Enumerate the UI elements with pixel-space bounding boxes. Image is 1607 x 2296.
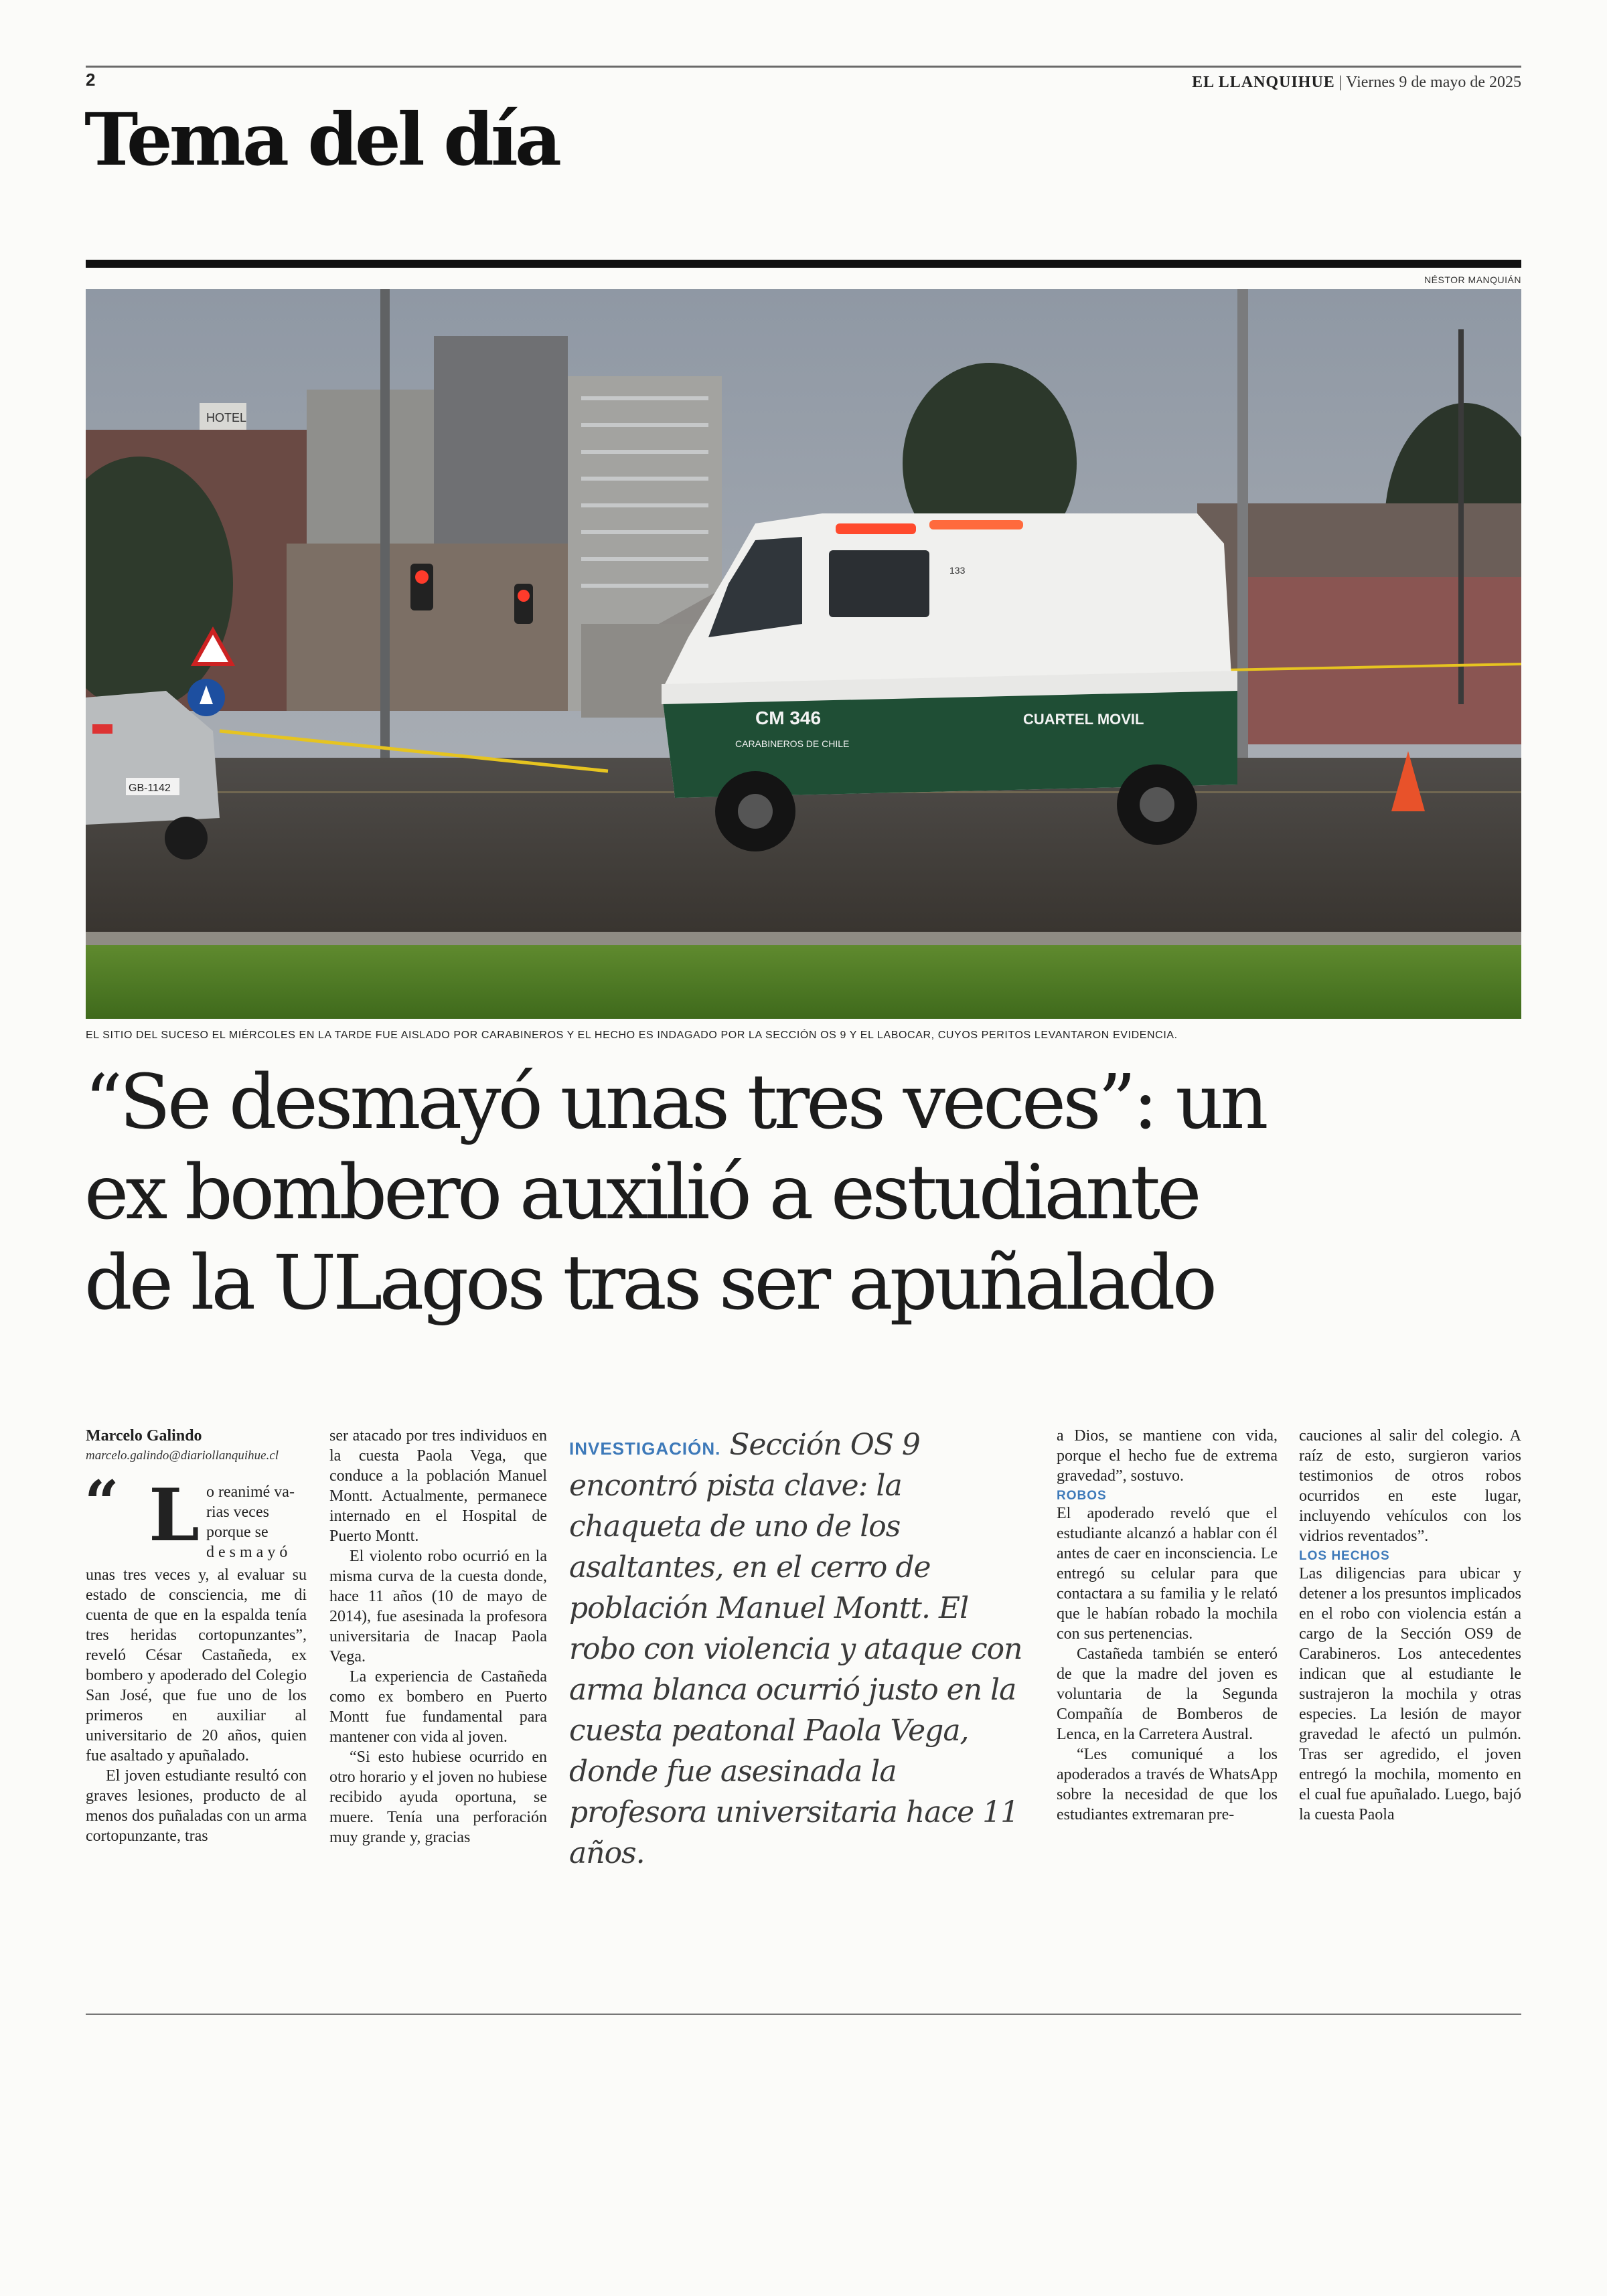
van-id: CM 346 — [755, 708, 822, 728]
paragraph: El violento robo ocurrió en la misma curva de la cuesta donde, hace 11 años (10 de mayo de 2014), fue asesinada la profesora universitaria de Inacap Paola Vega. — [329, 1548, 547, 1665]
headline-line-2: ex bombero auxilió a estudiante — [84, 1149, 1199, 1236]
subhead-robos: ROBOS — [1057, 1489, 1107, 1503]
masthead-separator: | — [1338, 74, 1343, 91]
lead-line-2: rias veces — [206, 1503, 269, 1521]
lead-paragraph-rest: unas tres veces y, al evaluar su estado de consciencia, me di cuenta de que en la espalda tenía tres heridas cortopunzantes”, reveló César Castañeda, ex bombero y apoderado del Colegio San José, que fue uno de los primeros en auxiliar al universitario de 20 años, quien fue asaltado y apuñalado. — [86, 1566, 307, 1765]
lead-paragraph-start — [84, 1467, 307, 1565]
news-photo — [86, 289, 1521, 1019]
paragraph: “Si esto hubiese ocurrido en otro horario y el joven no hubiese recibido ayuda oportuna, se muere. Tenía una perforación muy grande y, gracias — [329, 1748, 547, 1846]
bottom-rule — [86, 2014, 1521, 2015]
grass-strip — [86, 945, 1521, 1019]
paragraph: Castañeda también se enteró de que la madre del joven es voluntaria de la Segunda Compañía de Bomberos de Lenca, en la Carretera Austral. — [1057, 1645, 1278, 1743]
drop-cap: L — [149, 1473, 200, 1558]
paragraph: a Dios, se mantiene con vida, porque el hecho fue de extrema gravedad”, sostuvo. — [1057, 1427, 1278, 1485]
lead-line-4: d e s m a y ó — [206, 1544, 288, 1561]
paragraph: El apoderado reveló que el estudiante alcanzó a hablar con él antes de caer en inconsciencia. Le entregó su celular para que contactara a su familia y le relató que le habían robado la mochila con sus pertenencias. — [1057, 1505, 1278, 1643]
license-plate: GB-1142 — [129, 783, 171, 794]
kicker-text-2: El robo con violencia y ataque con arma blanca ocurrió justo en la cuesta peatonal Paola Vega, donde fue asesinada la profesora universitaria hace 11 años. — [569, 1591, 1022, 1870]
author-name: Marcelo Galindo — [86, 1427, 202, 1445]
section-rule — [86, 260, 1521, 268]
paragraph: cauciones al salir del colegio. A raíz de esto, surgieron varios testimonios de otros robos ocurridos en este lugar, incluyendo vehículos con los vidrios reventados”. — [1299, 1427, 1521, 1545]
article-column-3 — [1057, 1426, 1278, 1825]
paragraph: Las diligencias para ubicar y detener a los presuntos implicados en el robo con violencia están a cargo de la Sección OS9 de Carabineros. Los antecedentes indican que al estudiante le sustrajeron la mochila y otras especies. La lesión de mayor gravedad le afectó un pulmón. Tras ser agredido, el joven entregó la mochila, momento en el cual fue apuñalado. Luego, bajó la cuesta Paola — [1299, 1565, 1521, 1823]
crime-scene-photo — [86, 289, 1521, 1019]
graffiti-wall — [1237, 577, 1521, 744]
hotel-sign: HOTEL — [206, 411, 247, 424]
light-pole-right — [1237, 289, 1248, 811]
article-column-1 — [86, 1426, 307, 1846]
photo-caption: EL SITIO DEL SUCESO EL MIÉRCOLES EN LA TARDE FUE AISLADO POR CARABINEROS Y EL HECHO ES INDAGADO POR LA SECCIÓN OS 9 Y EL LABOCAR, CUYOS PERITOS LEVANTARON EVIDENCIA. — [86, 1030, 1178, 1041]
article-column-2 — [329, 1426, 547, 1848]
page-number: 2 — [86, 70, 96, 90]
top-rule — [86, 66, 1521, 68]
kicker-label: INVESTIGACIÓN. — [569, 1439, 721, 1459]
paragraph: La experiencia de Castañeda como ex bombero en Puerto Montt fue fundamental para mantener con vida al joven. — [329, 1668, 547, 1746]
masthead — [1192, 74, 1521, 92]
headline-line-3: de la ULagos tras ser apuñalado — [84, 1240, 1215, 1327]
pull-quote — [569, 1424, 1024, 1874]
article-column-4 — [1299, 1426, 1521, 1825]
paragraph: “Les comuniqué a los apoderados a través de WhatsApp sobre la necesidad de que los estudiantes extremaran pre- — [1057, 1746, 1278, 1823]
publication-name: EL LLANQUIHUE — [1192, 74, 1335, 91]
van-number: 133 — [949, 565, 966, 576]
van-brand: CARABINEROS DE CHILE — [735, 738, 850, 749]
van-side-text: CUARTEL MOVIL — [1023, 711, 1144, 728]
paragraph: ser atacado por tres individuos en la cuesta Paola Vega, que conduce a la población Manuel Montt. Actualmente, permanece internado en el Hospital de Puerto Montt. — [329, 1427, 547, 1545]
lead-line-3: porque se — [206, 1524, 269, 1541]
subhead-los-hechos: LOS HECHOS — [1299, 1549, 1390, 1563]
kicker-text-1: Sección OS 9 encontró pista clave: la chaqueta de uno de los asaltantes, en el cerro de población Manuel Montt. — [569, 1428, 931, 1625]
headline-line-1: “Se desmayó unas tres veces”: un — [84, 1059, 1266, 1146]
issue-date: Viernes 9 de mayo de 2025 — [1346, 74, 1521, 91]
headline — [84, 1058, 1531, 1329]
quote-mark: “ — [84, 1467, 119, 1538]
author-email: marcelo.galindo@diariollanquihue.cl — [86, 1449, 279, 1463]
paragraph: El joven estudiante resultó con graves lesiones, producto de al menos dos puñaladas con un arma cortopunzante, tras — [86, 1767, 307, 1845]
photo-credit: NÉSTOR MANQUIÁN — [1424, 274, 1521, 285]
lead-line-1: o reanimé va- — [206, 1483, 295, 1501]
section-title: Tema del día — [84, 98, 558, 182]
